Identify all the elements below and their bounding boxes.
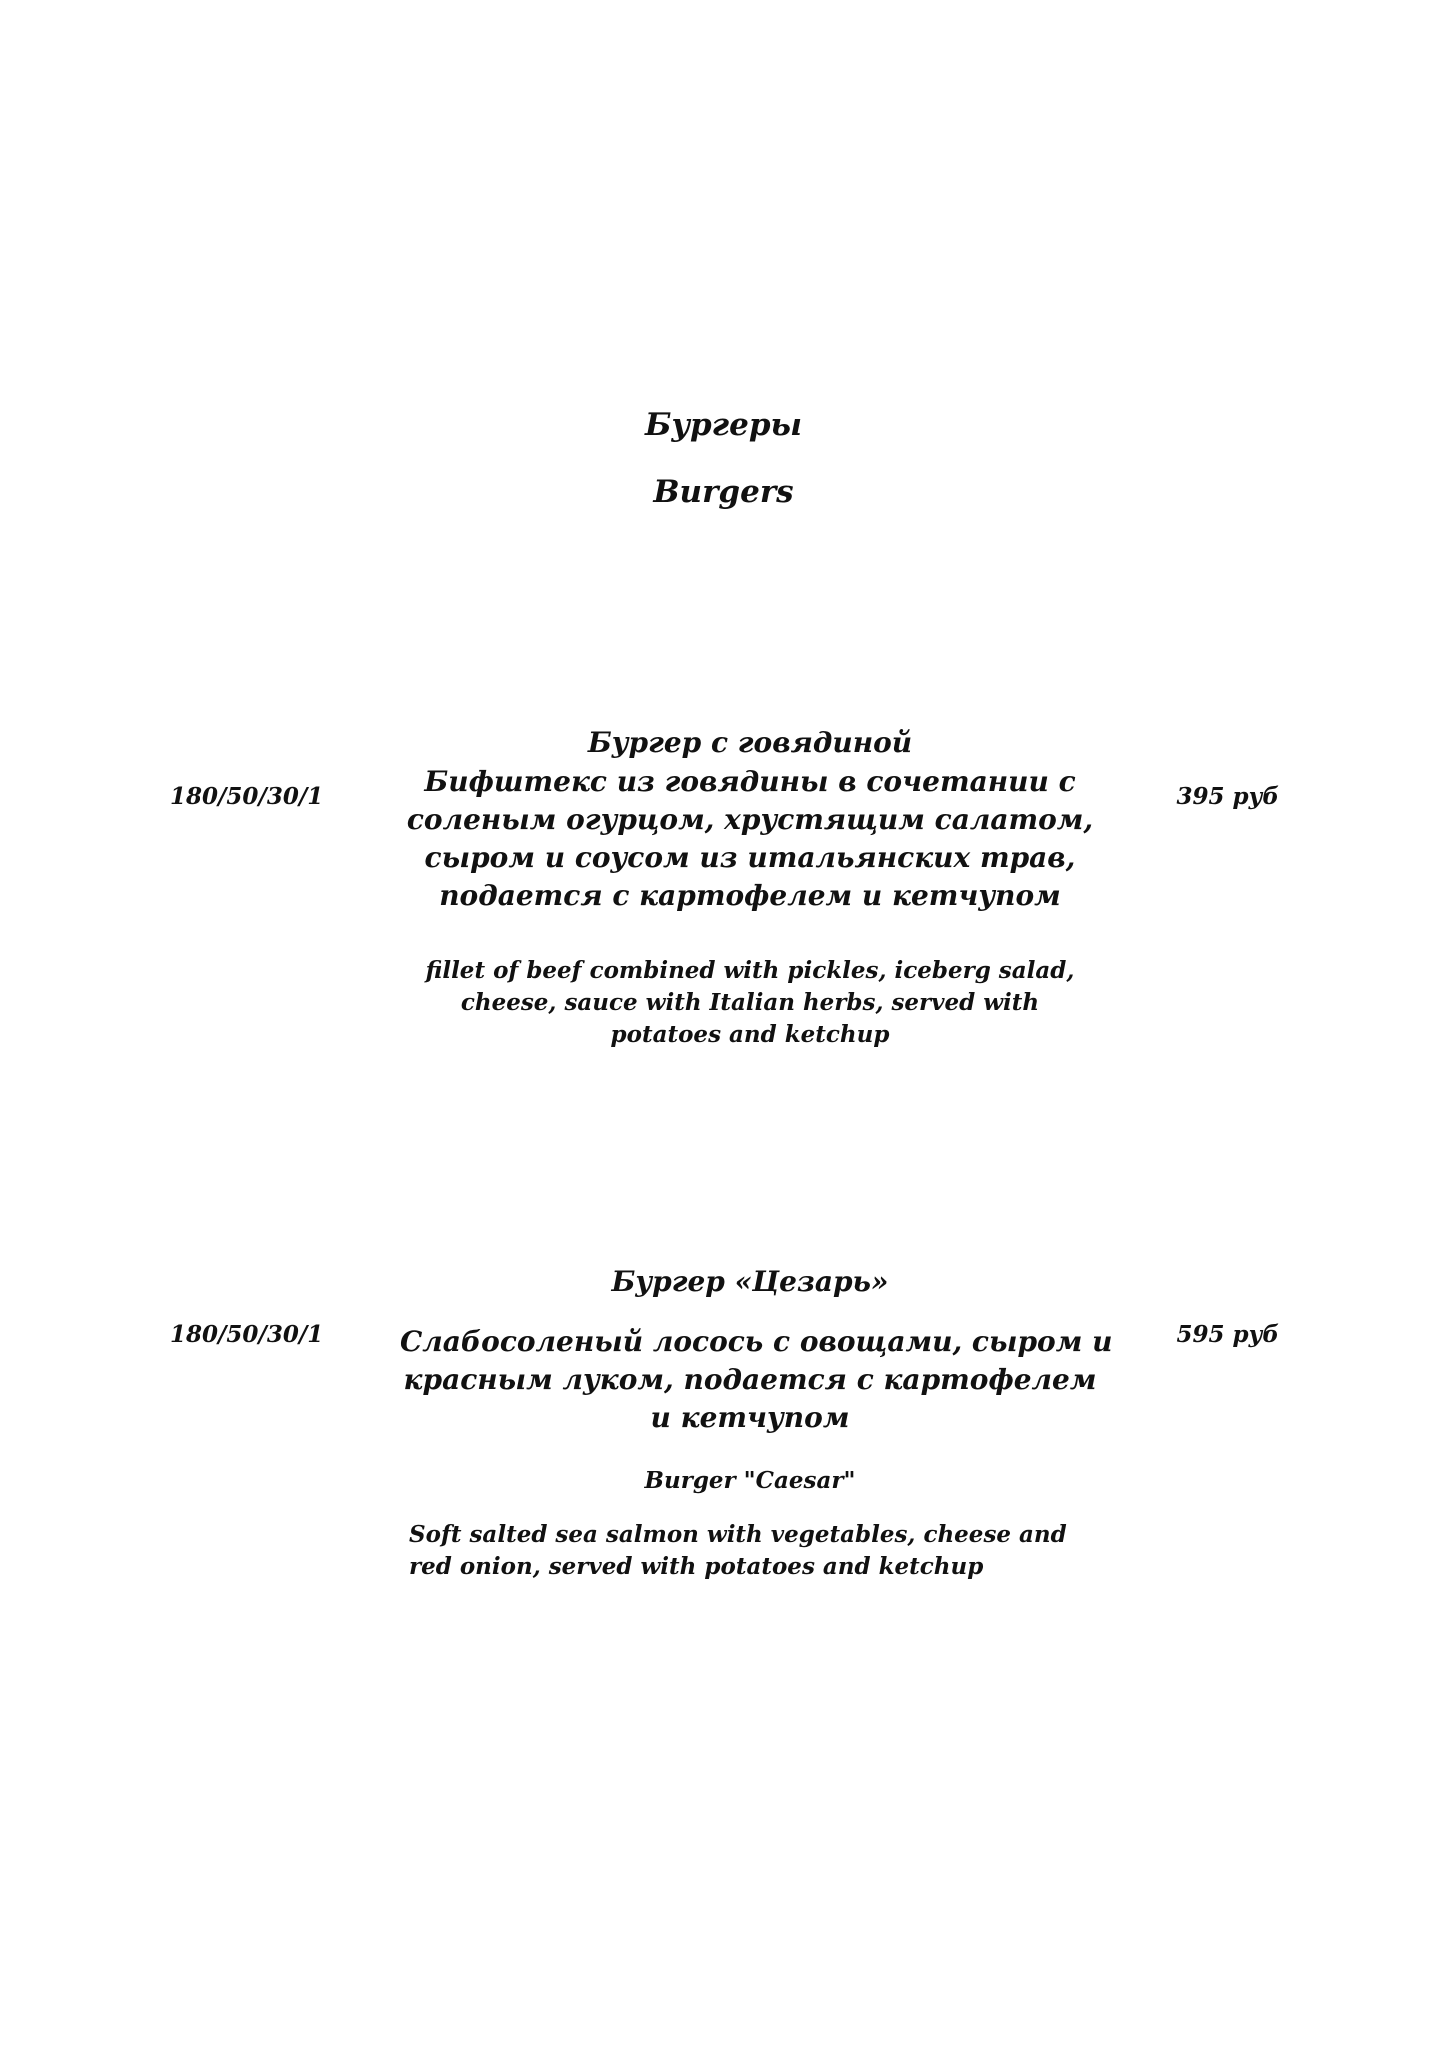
description-line: красным луком, подается с картофелем — [403, 1363, 1097, 1396]
item-name-en: Burger "Caesar" — [644, 1467, 856, 1494]
description-line: red onion, served with potatoes and ketchup — [409, 1553, 984, 1580]
item-name-ru: Бургер с говядиной — [587, 726, 913, 759]
section-title-ru: Бургеры — [644, 407, 803, 443]
description-line: cheese, sauce with Italian herbs, served with — [460, 989, 1040, 1016]
section-title-en: Burgers — [653, 474, 794, 510]
description-line: potatoes and ketchup — [610, 1021, 890, 1048]
description-line: и кетчупом — [650, 1401, 850, 1434]
item-description-ru — [400, 1323, 1113, 1437]
item-price: 395 руб — [1176, 783, 1279, 810]
item-name-ru: Бургер «Цезарь» — [611, 1265, 889, 1298]
description-line: подается с картофелем и кетчупом — [439, 879, 1061, 912]
description-line: сыром и соусом из итальянских трав, — [424, 841, 1076, 874]
item-weight: 180/50/30/1 — [170, 1321, 324, 1348]
description-line: Слабосоленый лосось с овощами, сыром и — [400, 1325, 1113, 1358]
item-description-en — [400, 955, 1100, 1051]
description-line: соленым огурцом, хрустящим салатом, — [406, 803, 1094, 836]
description-line: Бифштекс из говядины в сочетании с — [424, 765, 1076, 798]
description-line: Soft salted sea salmon with vegetables, cheese and — [409, 1521, 1067, 1548]
item-price: 595 руб — [1176, 1321, 1279, 1348]
item-description-en — [409, 1519, 1089, 1583]
item-description-ru — [400, 763, 1100, 915]
item-weight: 180/50/30/1 — [170, 783, 324, 810]
description-line: fillet of beef combined with pickles, iceberg salad, — [425, 957, 1075, 984]
